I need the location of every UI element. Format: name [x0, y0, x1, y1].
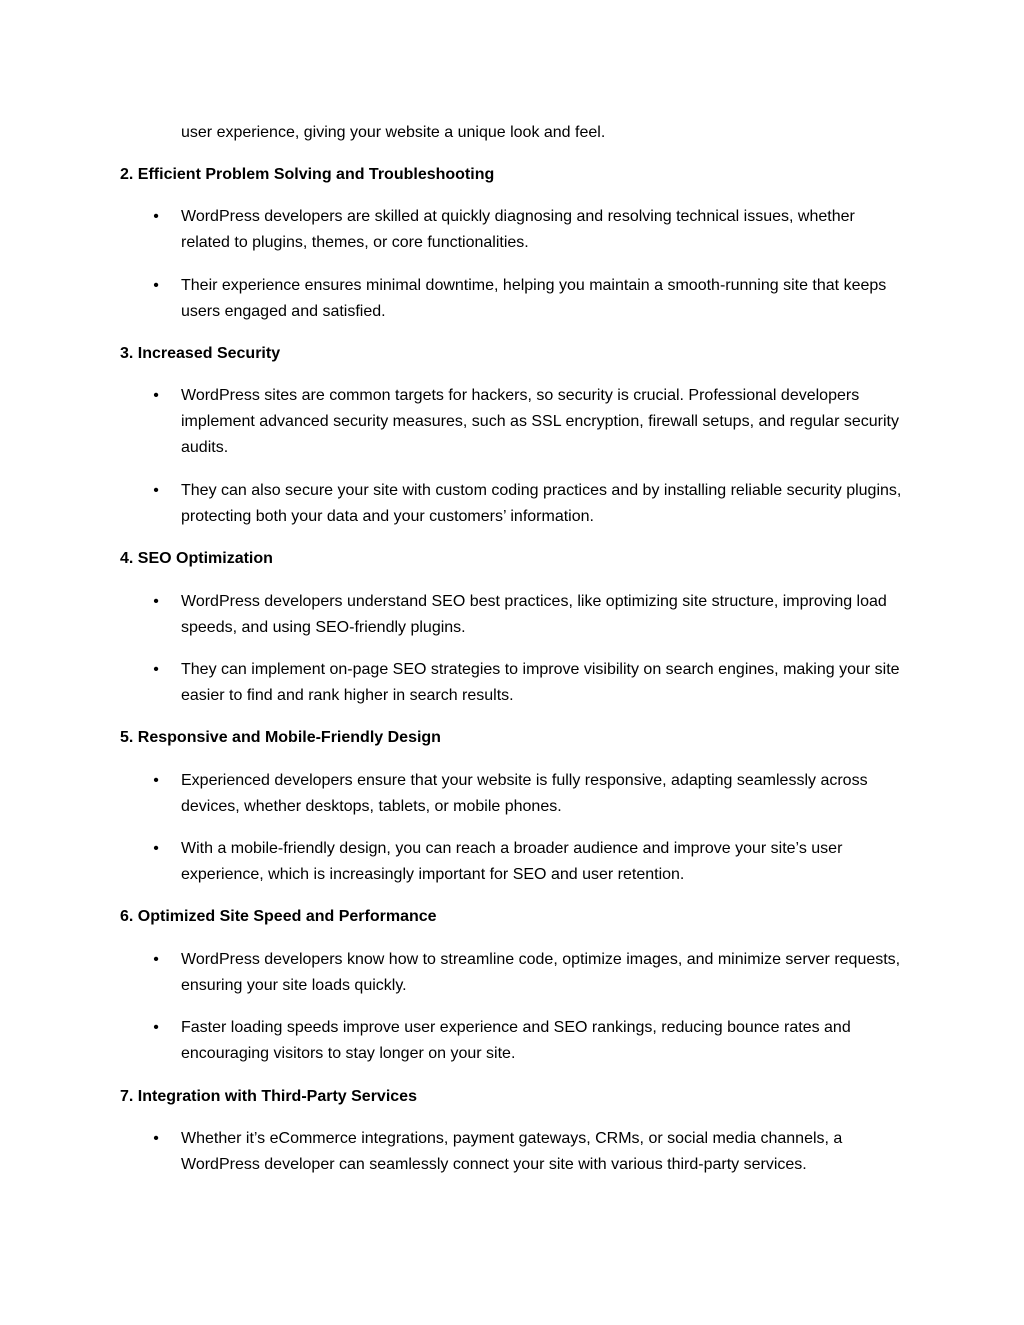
list-item-text: WordPress sites are common targets for hackers, so security is crucial. Professional developers implement advanced security measures, such as SSL encryption, firewall setups, and regular security audits. [181, 387, 899, 456]
bullet-icon: • [153, 277, 159, 294]
list-item-text: WordPress developers are skilled at quickly diagnosing and resolving technical issues, whether related to plugins, themes, or core functionalities. [181, 208, 855, 251]
list-item-text: Whether it’s eCommerce integrations, payment gateways, CRMs, or social media channels, a WordPress developer can seamlessly connect your site with various third-party services. [181, 1130, 843, 1173]
list-item [120, 383, 910, 461]
list-item-text: They can implement on-page SEO strategies to improve visibility on search engines, making your site easier to find and rank higher in search results. [181, 661, 900, 704]
list-item-text: Experienced developers ensure that your website is fully responsive, adapting seamlessly across devices, whether desktops, tablets, or mobile phones. [181, 772, 868, 815]
list-item [120, 768, 910, 820]
list-item [120, 1126, 910, 1178]
list-item-text: Faster loading speeds improve user experience and SEO rankings, reducing bounce rates and encouraging visitors to stay longer on your site. [181, 1019, 851, 1062]
section-heading: 4. SEO Optimization [120, 550, 273, 567]
continuation-text: user experience, giving your website a unique look and feel. [181, 124, 606, 141]
list-item-text: With a mobile-friendly design, you can reach a broader audience and improve your site’s user experience, which is increasingly important for SEO and user retention. [181, 840, 843, 883]
list-item [120, 204, 910, 256]
list-item [120, 589, 910, 641]
section-heading: 7. Integration with Third-Party Services [120, 1088, 417, 1105]
list-item-text: Their experience ensures minimal downtime, helping you maintain a smooth-running site that keeps users engaged and satisfied. [181, 277, 887, 320]
bullet-icon: • [153, 387, 159, 404]
list-item [120, 836, 910, 888]
section-heading: 2. Efficient Problem Solving and Troubleshooting [120, 166, 495, 183]
bullet-icon: • [153, 1019, 159, 1036]
list-item-text: They can also secure your site with custom coding practices and by installing reliable security plugins, protecting both your data and your customers’ information. [181, 482, 902, 525]
bullet-icon: • [153, 482, 159, 499]
bullet-icon: • [153, 208, 159, 225]
list-item-text: WordPress developers know how to streamline code, optimize images, and minimize server requests, ensuring your site loads quickly. [181, 951, 901, 994]
bullet-icon: • [153, 1130, 159, 1147]
bullet-icon: • [153, 593, 159, 610]
section-heading: 3. Increased Security [120, 345, 281, 362]
list-item-text: WordPress developers understand SEO best practices, like optimizing site structure, improving load speeds, and using SEO-friendly plugins. [181, 593, 887, 636]
list-item [120, 478, 910, 530]
bullet-icon: • [153, 951, 159, 968]
bullet-icon: • [153, 840, 159, 857]
list-item [120, 947, 910, 999]
section-heading: 5. Responsive and Mobile-Friendly Design [120, 729, 441, 746]
list-item [120, 1015, 910, 1067]
bullet-icon: • [153, 661, 159, 678]
bullet-icon: • [153, 772, 159, 789]
list-item [120, 657, 910, 709]
list-item [120, 273, 910, 325]
section-heading: 6. Optimized Site Speed and Performance [120, 908, 437, 925]
